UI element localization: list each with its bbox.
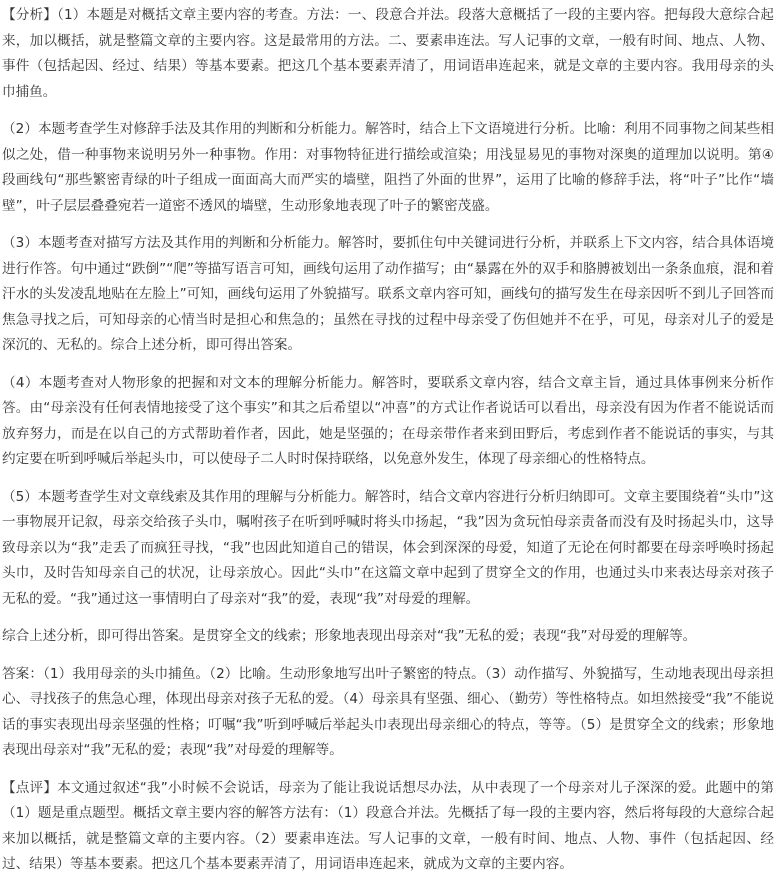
analysis-paragraph-1	[2, 3, 774, 105]
comment-tag: 【点评】	[2, 779, 58, 796]
comment-paragraph	[2, 776, 774, 878]
analysis-tag: 【分析】	[2, 7, 58, 23]
analysis-summary: 综合上述分析，即可得出答案。是贯穿全文的线索；形象地表现出母亲对“我”无私的爱；表现“我”对母爱的理解等。	[2, 628, 697, 644]
analysis-intro-text: （1）本题是对概括文章主要内容的考查。方法：一、段意合并法。段落大意概括了一段的主要内容。把每段大意综合起来，加以概括，就是整篇文章的主要内容。这是最常用的方法。二、要素串连法。写人记事的文章，一般有时间、地点、人物、事件（包括起因、经过、结果）等基本要素。把这几个基本要素弄清了，用词语串连起来，就是文章的主要内容。我用母亲的头巾捕鱼。	[2, 7, 774, 100]
analysis-paragraph-2: （2）本题考查学生对修辞手法及其作用的判断和分析能力。解答时，结合上下文语境进行分析。比喻：利用不同事物之间某些相似之处，借一种事物来说明另外一种事物。作用：对事物特征进行描绘或渲染；用浅显易见的事物对深奥的道理加以说明。第④段画线句“那些繁密青绿的叶子组成一面面高大而严实的墙壁，阻挡了外面的世界”，运用了比喻的修辞手法，将“叶子”比作“墙壁”，叶子层层叠叠宛若一道密不透风的墙壁，生动形象地表现了叶子的繁密茂盛。	[2, 121, 774, 214]
analysis-paragraph-3: （3）本题考查对描写方法及其作用的判断和分析能力。解答时，要抓住句中关键词进行分析，并联系上下文内容，结合具体语境进行作答。句中通过“跌倒”“爬”等描写语言可知，画线句运用了动作描写；由“暴露在外的双手和胳膊被划出一条条血痕，混和着汗水的头发凌乱地贴在左脸上”可知，画线句运用了外貌描写。联系文章内容可知，画线句的描写发生在母亲因听不到儿子回答而焦急寻找之后，可知母亲的心情当时是担心和焦急的；虽然在寻找的过程中母亲受了伤但她并不在乎，可见，母亲对儿子的爱是深沉的、无私的。综合上述分析，即可得出答案。	[2, 235, 774, 353]
answer-paragraph: 答案：（1）我用母亲的头巾捕鱼。（2）比喻。生动形象地写出叶子繁密的特点。（3）动作描写、外貌描写，生动地表现出母亲担心、寻找孩子的焦急心理，体现出母亲对孩子无私的爱。（4）母亲具有坚强、细心、（勤劳）等性格特点。如坦然接受“我”不能说话的事实表现出母亲坚强的性格；叮嘱“我”听到呼喊后举起头巾表现出母亲细心的特点，等等。（5）是贯穿全文的线索；形象地表现出母亲对“我”无私的爱；表现“我”对母爱的理解等。	[2, 665, 774, 758]
analysis-paragraph-4: （4）本题考查对人物形象的把握和对文本的理解分析能力。解答时，要联系文章内容，结合文章主旨，通过具体事例来分析作答。由“母亲没有任何表情地接受了这个事实”和其之后希望以“冲喜”的方式让作者说话可以看出，母亲没有因为作者不能说话而放弃努力，而是在以自己的方式帮助着作者，因此，她是坚强的；在母亲带作者来到田野后，考虑到作者不能说话的事实，与其约定要在听到呼喊后举起头巾，可以使母子二人时时保持联络，以免意外发生，体现了母亲细心的性格特点。	[2, 374, 774, 467]
analysis-paragraph-5: （5）本题考查学生对文章线索及其作用的理解与分析能力。解答时，结合文章内容进行分析归纳即可。文章主要围绕着“头巾”这一事物展开记叙，母亲交给孩子头巾，嘱咐孩子在听到呼喊时将头巾扬起，“我”因为贪玩怕母亲责备而没有及时扬起头巾，这导致母亲以为“我”走丢了而疯狂寻找，“我”也因此知道自己的错误，体会到深深的母爱，知道了无论在何时都要在母亲呼唤时扬起头巾，及时告知母亲自己的状况，让母亲放心。因此“头巾”在这篇文章中起到了贯穿全文的作用，也通过头巾来表达母亲对孩子无私的爱。“我”通过这一事情明白了母亲对“我”的爱，表现“我”对母爱的理解。	[2, 488, 774, 607]
comment-text: 本文通过叙述“我”小时候不会说话，母亲为了能让我说话想尽办法，从中表现了一个母亲对儿子深深的爱。此题中的第（1）题是重点题型。概括文章主要内容的解答方法有：（1）段意合并法。先概括了每一段的主要内容，然后将每段的大意综合起来加以概括，就是整篇文章的主要内容。（2）要素串连法。写人记事的文章，一般有时间、地点、人物、事件（包括起因、经过、结果）等基本要素。把这几个基本要素弄清了，用词语串连起来，就成为文章的主要内容。	[2, 779, 774, 872]
